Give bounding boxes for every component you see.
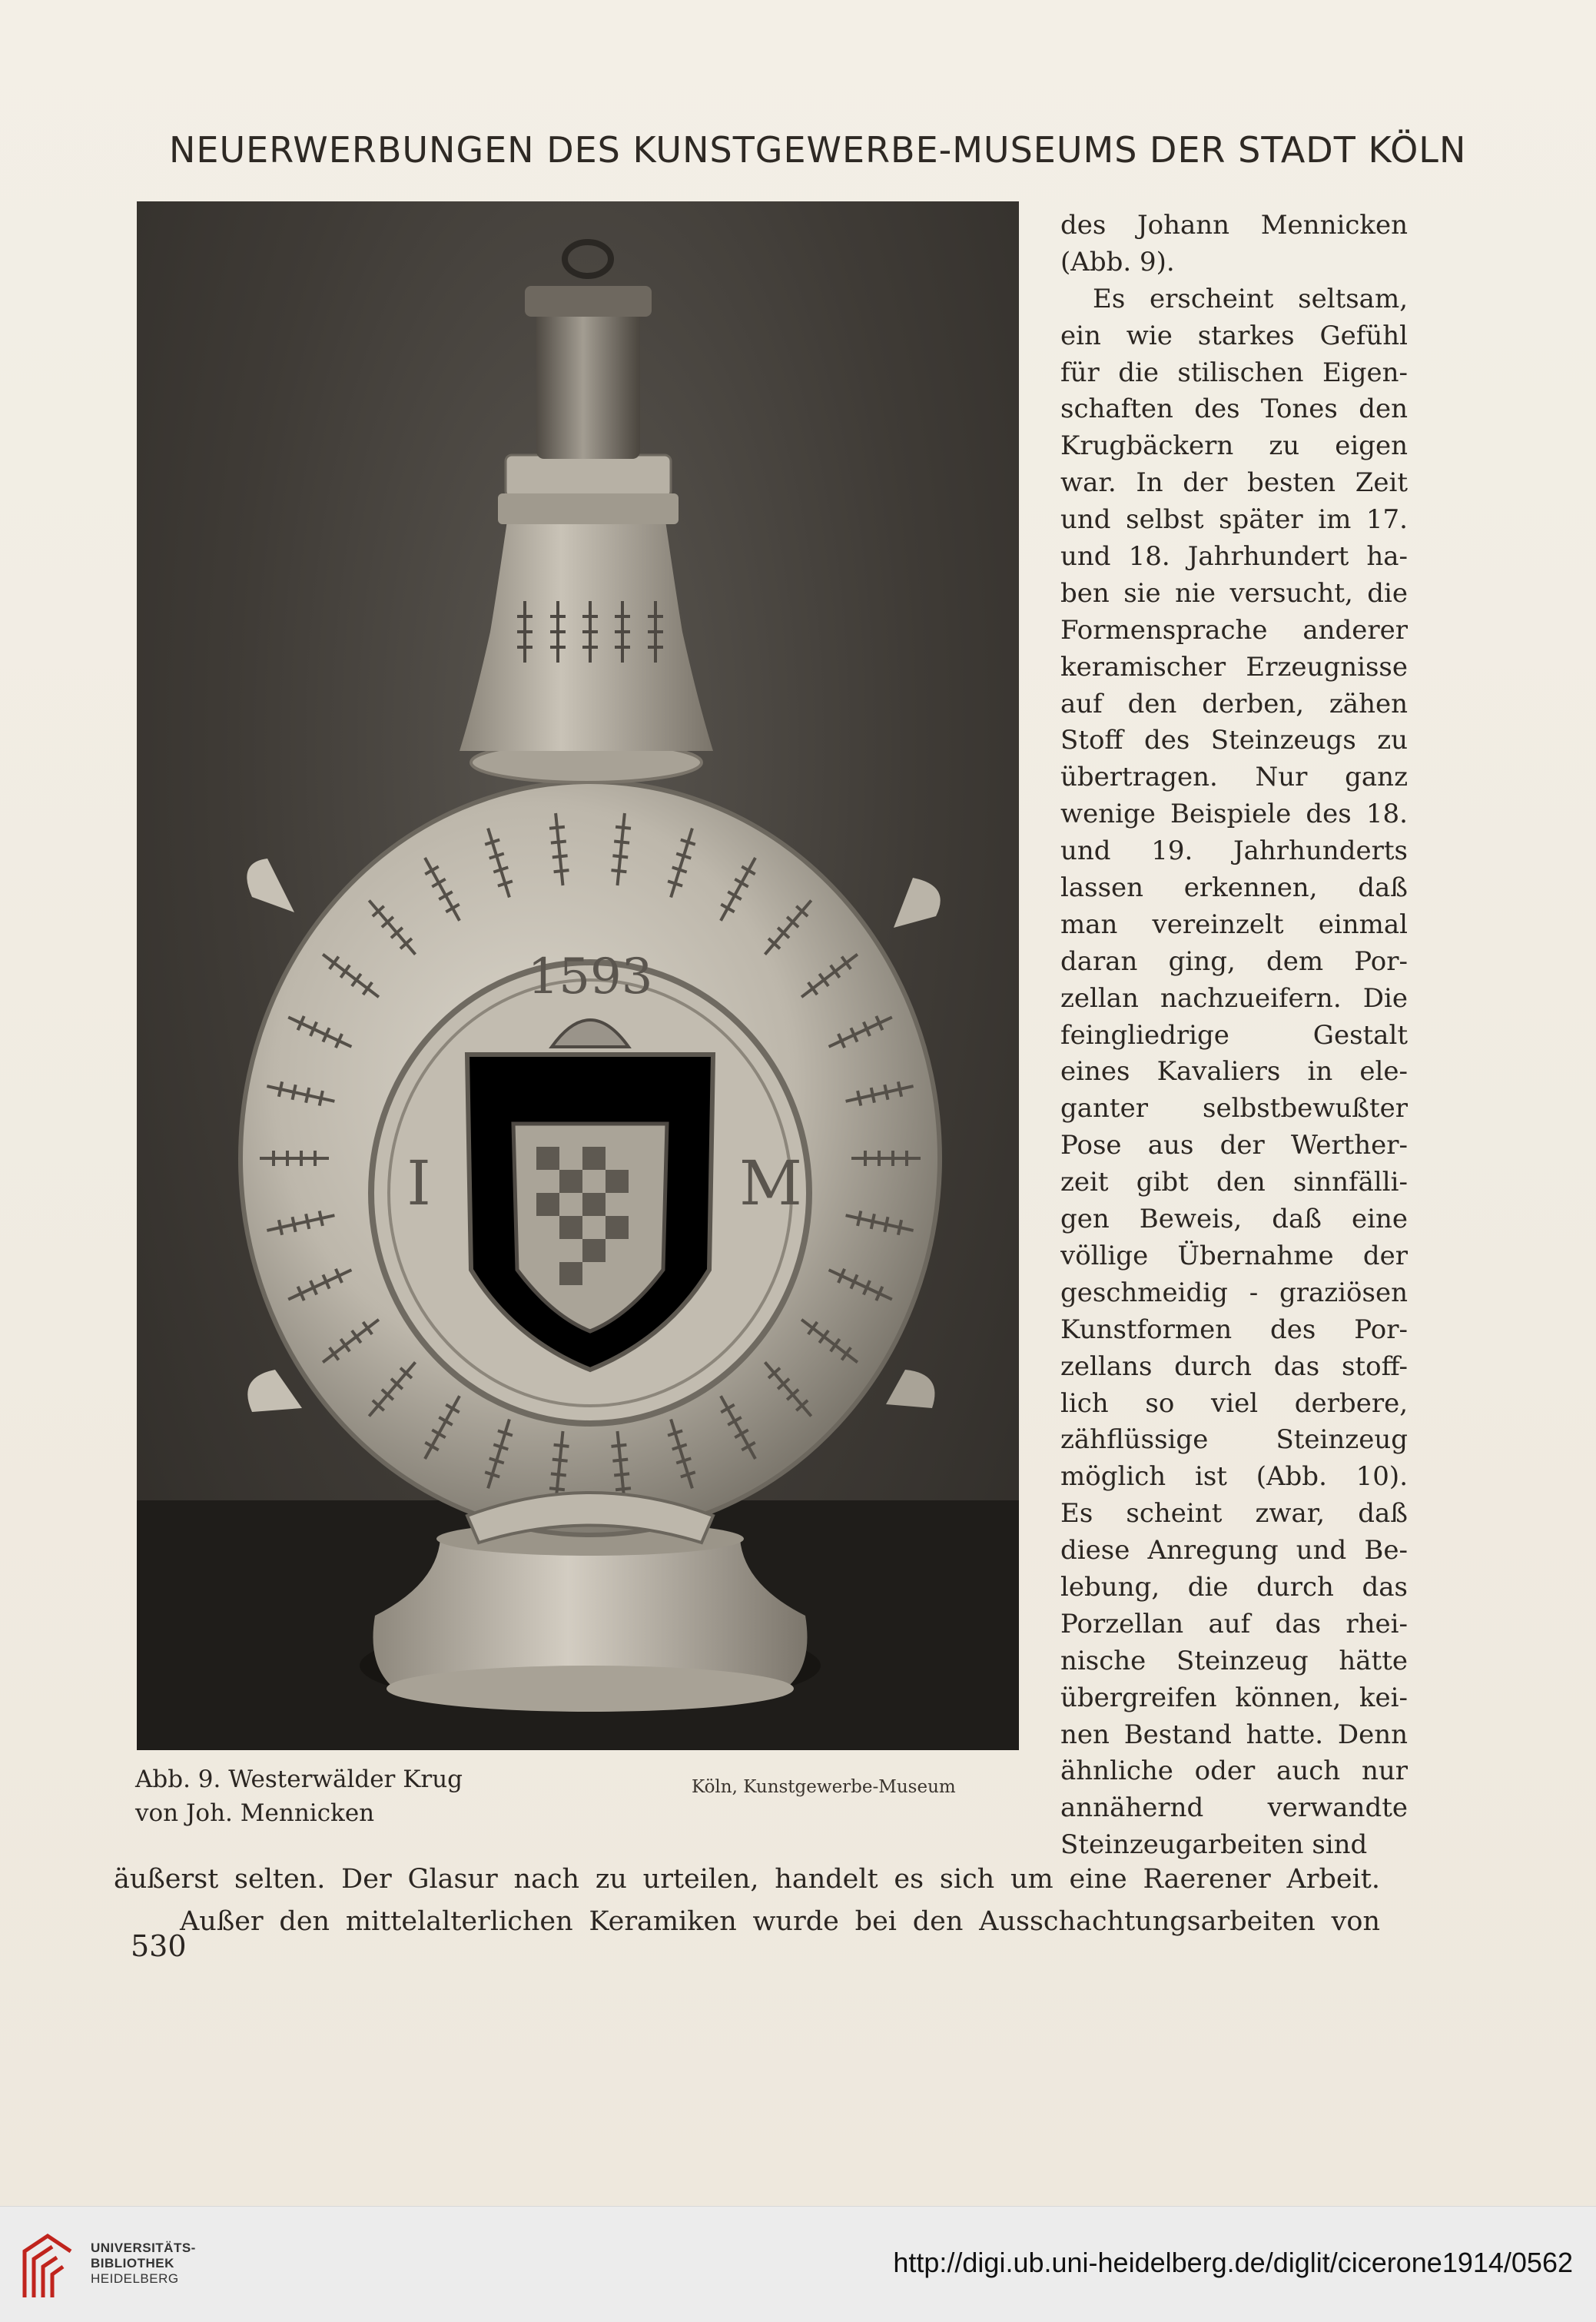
column-text-line: des Johann Mennicken <box>1060 210 1408 241</box>
library-name-line-1: UNIVERSITÄTS- <box>91 2241 196 2255</box>
column-text-line: Krugbäckern zu eigen <box>1060 430 1408 462</box>
column-text-line: feingliedrige Gestalt <box>1060 1019 1408 1051</box>
column-text-line: Steinzeugarbeiten sind <box>1060 1829 1368 1861</box>
column-text-line: ein wie starkes Gefühl <box>1060 320 1408 351</box>
column-text-line: Stoff des Steinzeugs zu <box>1060 725 1408 756</box>
caption-line-2: von Joh. Mennicken <box>135 1799 375 1827</box>
column-text-line: Kunstformen des Por- <box>1060 1314 1408 1345</box>
column-text-line: lassen erkennen, daß <box>1060 872 1408 904</box>
figure-stoneware-jug-photo <box>137 201 1019 1750</box>
column-text-line: völlige Übernahme der <box>1060 1240 1408 1271</box>
column-text-line: übergreifen können, kei- <box>1060 1682 1408 1713</box>
library-name-line-2: BIBLIOTHEK <box>91 2256 174 2271</box>
column-text-line: Pose aus der Werther- <box>1060 1130 1408 1161</box>
column-text-line: Formensprache anderer <box>1060 614 1408 646</box>
column-text-line: übertragen. Nur ganz <box>1060 762 1408 793</box>
column-text-line: daran ging, dem Por- <box>1060 945 1408 977</box>
source-url-link[interactable]: http://digi.ub.uni-heidelberg.de/diglit/cicerone1914/0562 <box>893 2247 1573 2278</box>
column-text-line: schaften des Tones den <box>1060 394 1408 425</box>
column-text-line: (Abb. 9). <box>1060 246 1175 277</box>
column-text-line: diese Anregung und Be- <box>1060 1535 1408 1566</box>
column-text-line: ganter selbstbewußter <box>1060 1093 1408 1124</box>
column-text-line: und selbst später im 17. <box>1060 504 1408 536</box>
caption-line-1: Abb. 9. Westerwälder Krug <box>135 1766 463 1793</box>
column-text-line: annähernd verwandte <box>1060 1792 1408 1824</box>
figure-caption <box>135 1762 535 1830</box>
column-text-line: möglich ist (Abb. 10). <box>1060 1461 1408 1493</box>
column-text-line: wenige Beispiele des 18. <box>1060 799 1408 830</box>
column-text-line: und 18. Jahrhundert ha- <box>1060 541 1408 573</box>
column-text-line: lebung, die durch das <box>1060 1571 1408 1603</box>
full-width-text-line: Außer den mittelalterlichen Keramiken wurde bei den Ausschachtungsarbeiten von <box>180 1906 1380 1937</box>
column-text-line: geschmeidig - graziösen <box>1060 1277 1408 1308</box>
column-text-line: Es scheint zwar, daß <box>1060 1498 1408 1530</box>
column-text-line: Porzellan auf das rhei- <box>1060 1608 1408 1639</box>
library-name-line-3: HEIDELBERG <box>91 2271 179 2286</box>
medallion-initial-left: I <box>406 1148 431 1219</box>
full-width-text <box>114 1859 1380 1943</box>
column-text-line: ähnliche oder auch nur <box>1060 1756 1408 1787</box>
column-text-line: Es erscheint seltsam, <box>1093 283 1408 314</box>
page-number: 530 <box>131 1929 187 1963</box>
running-head: NEUERWERBUNGEN DES KUNSTGEWERBE-MUSEUMS DER STADT KÖLN <box>169 129 1467 171</box>
column-text-line: zähflüssige Steinzeug <box>1060 1424 1408 1456</box>
medallion-initial-right: M <box>739 1148 802 1219</box>
column-text-line: zellans durch das stoff- <box>1060 1350 1408 1382</box>
column-text-line: für die stilischen Eigen- <box>1060 357 1408 388</box>
column-text-line: keramischer Erzeugnisse <box>1060 651 1408 683</box>
column-text-line: zellan nachzueifern. Die <box>1060 982 1408 1014</box>
column-text-line: gen Beweis, daß eine <box>1060 1204 1408 1235</box>
column-text-line: auf den derben, zähen <box>1060 688 1408 719</box>
column-text-line: ben sie nie versucht, die <box>1060 577 1408 609</box>
digitization-footer <box>0 2206 1596 2322</box>
jug-illustration <box>137 201 1019 1750</box>
column-text-line: lich so viel derbere, <box>1060 1387 1408 1419</box>
column-text-line: eines Kavaliers in ele- <box>1060 1056 1408 1088</box>
library-name <box>91 2241 196 2287</box>
column-text-line: nische Steinzeug hätte <box>1060 1645 1408 1676</box>
university-library-logo-icon <box>17 2228 78 2302</box>
column-text-line: zeit gibt den sinnfälli- <box>1060 1167 1408 1198</box>
figure-credit: Köln, Kunstgewerbe-Museum <box>692 1777 956 1797</box>
full-width-text-line: äußerst selten. Der Glasur nach zu urteilen, handelt es sich um eine Raerener Arbeit. <box>114 1864 1380 1895</box>
column-text-line: und 19. Jahrhunderts <box>1060 835 1408 867</box>
column-text-line: man vereinzelt einmal <box>1060 909 1408 940</box>
column-text <box>1060 208 1408 1864</box>
column-text-line: nen Bestand hatte. Denn <box>1060 1719 1408 1750</box>
column-text-line: war. In der besten Zeit <box>1060 467 1408 499</box>
medallion-year: 1593 <box>527 948 653 1005</box>
